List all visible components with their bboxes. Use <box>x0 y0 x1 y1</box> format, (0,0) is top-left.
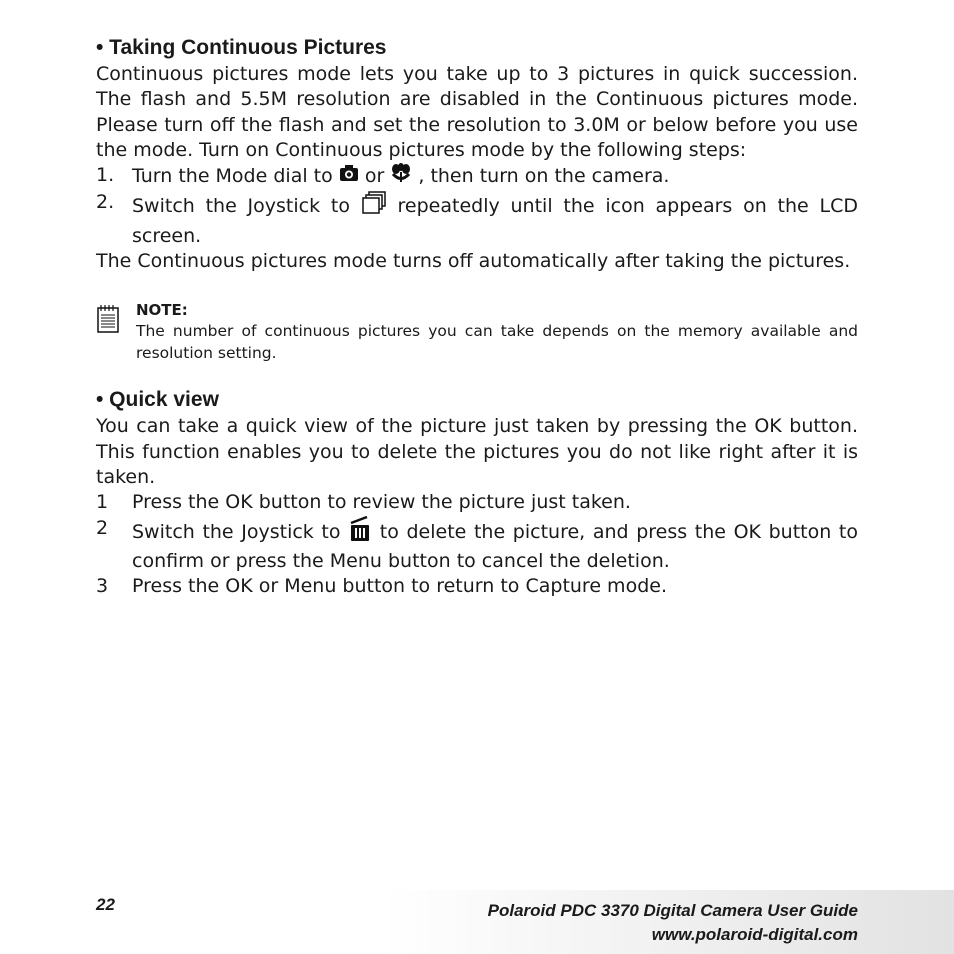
section-heading-quick-view: • Quick view <box>96 388 219 412</box>
notepad-icon <box>96 300 136 364</box>
step-number: 1. <box>96 164 115 187</box>
step-text-before: Turn the Mode dial to <box>132 165 333 188</box>
trash-icon <box>348 516 372 549</box>
continuous-shot-icon <box>361 190 387 223</box>
note-box <box>96 300 858 364</box>
list-item <box>96 490 858 515</box>
list-item <box>96 516 858 575</box>
step-text <box>132 190 858 249</box>
step-text: Press the OK or Menu button to return to Capture mode. <box>132 575 667 598</box>
step-text <box>132 163 858 190</box>
section-heading-continuous: • Taking Continuous Pictures <box>96 36 387 59</box>
step-text-middle: or <box>364 165 385 188</box>
step-number: 2. <box>96 191 115 214</box>
continuous-steps <box>96 163 858 249</box>
quick-view-intro: You can take a quick view of the picture just taken by pressing the OK button. This function enables you to delete the pictures you do not like right after it is taken. <box>96 415 858 488</box>
step-text <box>132 516 858 575</box>
step-text-after: to delete the picture, and press the OK button to confirm or press the Menu button to cancel the deletion. <box>132 520 858 572</box>
note-title: NOTE: <box>136 301 188 320</box>
step-text-before: Switch the Joystick to <box>132 520 341 543</box>
note-body <box>136 300 858 364</box>
footer-url: www.polaroid-digital.com <box>651 925 858 944</box>
page-number: 22 <box>96 895 115 914</box>
step-text-before: Switch the Joystick to <box>132 195 350 218</box>
step-number: 2 <box>96 516 109 539</box>
quick-view-section <box>96 386 858 599</box>
continuous-outro: The Continuous pictures mode turns off automatically after taking the pictures. <box>96 250 851 273</box>
step-number: 1 <box>96 491 109 514</box>
step-text-after: , then turn on the camera. <box>418 165 670 188</box>
footer-title-block <box>488 899 858 947</box>
quick-view-steps <box>96 490 858 599</box>
list-item <box>96 190 858 249</box>
list-item <box>96 574 858 599</box>
list-item <box>96 163 858 190</box>
footer-title: Polaroid PDC 3370 Digital Camera User Guide <box>487 901 858 920</box>
continuous-intro: Continuous pictures mode lets you take up to 3 pictures in quick succession. The flash and 5.5M resolution are disabled in the Continuous pictures mode. Please turn off the flash and set the resolution to 3.0M or below before you use the mode. Turn on Continuous pictures mode by the following steps: <box>96 63 858 161</box>
camera-icon <box>339 163 359 190</box>
page-content <box>96 34 858 599</box>
macro-flower-icon <box>390 163 412 190</box>
step-text-after: repeatedly until the icon appears on the LCD screen. <box>132 195 858 247</box>
step-text: Press the OK button to review the picture just taken. <box>132 491 631 514</box>
step-number: 3 <box>96 575 109 598</box>
note-text: The number of continuous pictures you can take depends on the memory available and resolution setting. <box>136 322 858 363</box>
